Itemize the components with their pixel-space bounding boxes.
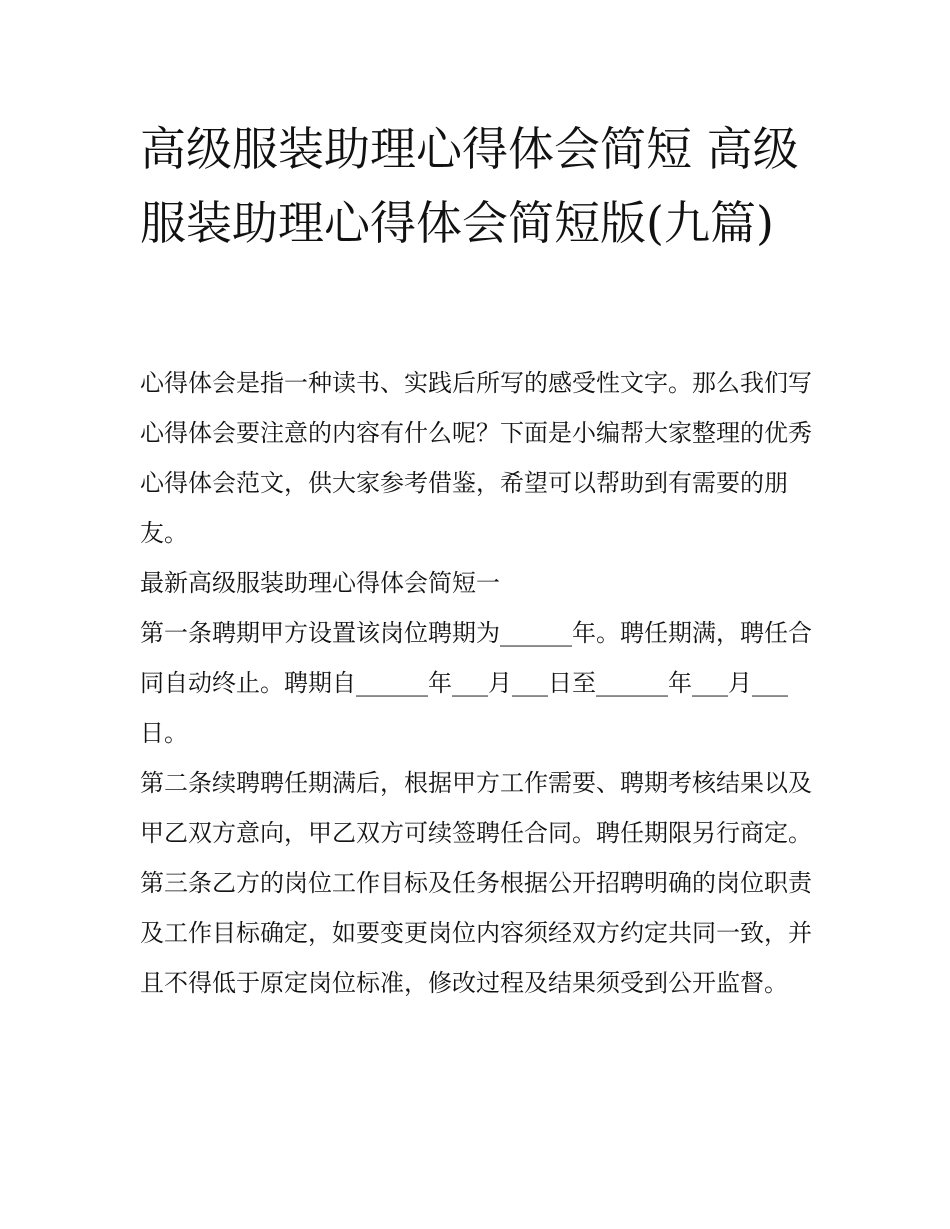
article-1-paragraph: 第一条聘期甲方设置该岗位聘期为______年。聘任期满，聘任合同自动终止。聘期自______年___月___日至______年___月___日。	[140, 619, 812, 747]
article-2-paragraph: 第二条续聘聘任期满后，根据甲方工作需要、聘期考核结果以及甲乙双方意向，甲乙双方可续签聘任合同。聘任期限另行商定。	[140, 769, 812, 847]
document-body	[140, 358, 820, 1008]
document-title: 高级服装助理心得体会简短 高级服装助理心得体会简短版(九篇)	[140, 122, 799, 250]
intro-paragraph: 心得体会是指一种读书、实践后所写的感受性文字。那么我们写心得体会要注意的内容有什么呢？下面是小编帮大家整理的优秀心得体会范文，供大家参考借鉴，希望可以帮助到有需要的朋友。	[140, 369, 812, 547]
section-heading: 最新高级服装助理心得体会简短一	[140, 569, 500, 597]
article-3-paragraph: 第三条乙方的岗位工作目标及任务根据公开招聘明确的岗位职责及工作目标确定，如要变更岗位内容须经双方约定共同一致，并且不得低于原定岗位标准，修改过程及结果须受到公开监督。	[140, 869, 812, 997]
